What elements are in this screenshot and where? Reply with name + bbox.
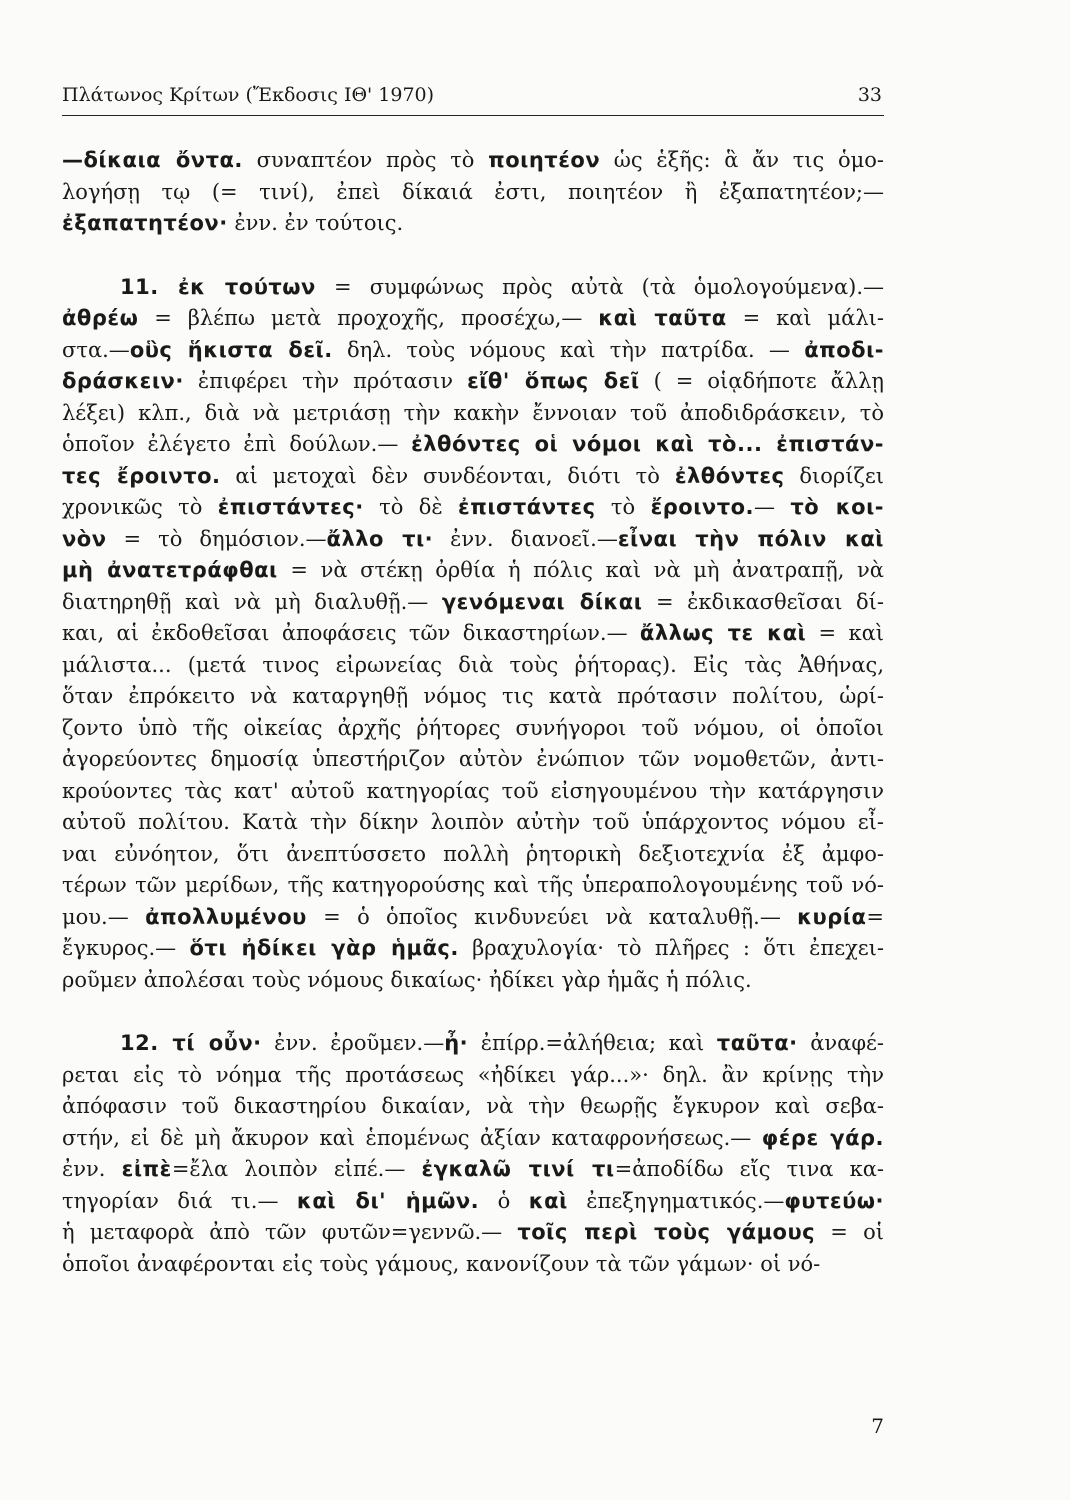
text-run: τέρων τῶν μερίδων, τῆς κατηγορούσης καὶ τῆς ὑπεραπολογουμένης τοῦ νό- bbox=[62, 873, 884, 897]
text-run: ἀναφέ- bbox=[797, 1031, 884, 1055]
text-run: τὸ bbox=[595, 495, 651, 519]
paragraph-gap bbox=[62, 996, 884, 1028]
lemma-bold: ἄλλο τι· bbox=[326, 526, 434, 551]
lemma-bold: ταῦτα· bbox=[716, 1031, 798, 1055]
text-line bbox=[62, 870, 884, 902]
text-line bbox=[62, 1060, 884, 1092]
lemma-bold: ἐπιστάντες bbox=[458, 495, 596, 519]
text-line bbox=[62, 208, 884, 240]
text-run: ἐνν. διανοεῖ.— bbox=[433, 526, 618, 551]
text-line bbox=[62, 1186, 884, 1218]
commentary-text bbox=[62, 145, 884, 1280]
text-line bbox=[62, 933, 884, 965]
lemma-bold: ἐπιστάντες· bbox=[217, 495, 364, 519]
page-number: 33 bbox=[857, 84, 882, 106]
text-run: ὁποῖον ἐλέγετο ἐπὶ δούλων.— bbox=[62, 432, 412, 456]
lemma-bold: τὸ κοι- bbox=[790, 495, 884, 519]
paragraph bbox=[62, 272, 884, 997]
text-run: ἔγκυρος.— bbox=[62, 936, 190, 960]
text-line bbox=[62, 776, 884, 808]
text-line bbox=[62, 272, 884, 304]
running-header bbox=[62, 84, 882, 114]
lemma-bold: ἀποδι- bbox=[804, 337, 884, 362]
text-line bbox=[62, 524, 884, 556]
text-run: συναπτέον πρὸς τὸ bbox=[242, 148, 489, 172]
text-run: ζοντο ὑπὸ τῆς οἰκείας ἀρχῆς ῥήτορες συνήγοροι τοῦ νόμου, οἱ ὁποῖοι bbox=[62, 715, 884, 740]
text-run: =ἀποδίδω εἴς τινα κα- bbox=[614, 1157, 884, 1181]
text-line bbox=[62, 650, 884, 682]
text-line bbox=[62, 965, 884, 997]
text-line bbox=[62, 303, 884, 335]
lemma-bold: καὶ bbox=[528, 1188, 568, 1213]
lemma-bold: καὶ ταῦτα bbox=[598, 306, 727, 330]
header-title: Πλάτωνος Κρίτων (Ἔκδοσις ΙΘ' 1970) bbox=[62, 84, 435, 106]
text-run: στήν, εἰ δὲ μὴ ἄκυρον καὶ ἑπομένως ἀξίαν καταφρονήσεως.— bbox=[62, 1125, 762, 1150]
text-run: ἐπίρρ.=ἀλήθεια; καὶ bbox=[468, 1031, 717, 1055]
text-run: = ὁ ὁποῖος κινδυνεύει νὰ καταλυθῇ.— bbox=[306, 904, 798, 929]
text-run: ροῦμεν ἀπολέσαι τοὺς νόμους δικαίως· ἠδίκει γὰρ ἡμᾶς ἡ πόλις. bbox=[62, 967, 752, 992]
lemma-bold: εἶναι τὴν πόλιν καὶ bbox=[617, 526, 884, 551]
text-line bbox=[62, 1154, 884, 1186]
lemma-bold: νὸν bbox=[62, 526, 107, 551]
text-line bbox=[62, 902, 884, 934]
lemma-bold: ὅτι ἠδίκει γὰρ ἡμᾶς. bbox=[189, 936, 459, 960]
text-run: ἐνν. ἐροῦμεν.— bbox=[261, 1031, 445, 1055]
paragraph-gap bbox=[62, 240, 884, 272]
text-run: ἐνν. bbox=[62, 1157, 122, 1181]
text-run: αὐτοῦ πολίτου. Κατὰ τὴν δίκην λοιπὸν αὐτὴν τοῦ ὑπάρχοντος νόμου εἶ- bbox=[62, 810, 884, 834]
text-run: ἀγορεύοντες δημοσίᾳ ὑπεστήριζον αὐτὸν ἐνώπιον τῶν νομοθετῶν, ἀντι- bbox=[62, 747, 884, 771]
text-line bbox=[62, 839, 884, 871]
text-line bbox=[62, 618, 884, 650]
text-run: τὸ δὲ bbox=[363, 495, 459, 519]
lemma-bold: γενόμεναι δίκαι bbox=[441, 589, 643, 614]
text-run: ὁποῖοι ἀναφέρονται εἰς τοὺς γάμους, κανονίζουν τὰ τῶν γάμων· οἱ νό- bbox=[62, 1251, 821, 1276]
text-run: = καὶ bbox=[806, 621, 884, 645]
text-line bbox=[62, 1028, 884, 1060]
lemma-bold: ἐγκαλῶ τινί τι bbox=[421, 1157, 615, 1181]
lemma-bold: δράσκειν· bbox=[62, 369, 184, 393]
signature-mark: 7 bbox=[871, 1414, 884, 1438]
text-run: ναι εὐνόητον, ὅτι ἀνεπτύσσετο πολλὴ ῥητορικὴ δεξιοτεχνία ἐξ ἀμφο- bbox=[62, 841, 884, 866]
text-line bbox=[62, 807, 884, 839]
text-line bbox=[62, 713, 884, 745]
text-line bbox=[62, 681, 884, 713]
text-run: ἐπεξηγηματικός.— bbox=[567, 1188, 785, 1213]
lemma-bold: —δίκαια ὄντα. bbox=[62, 148, 243, 172]
text-line bbox=[62, 366, 884, 398]
lemma-bold: ἐλθόντες bbox=[674, 463, 785, 488]
text-run: διορίζει bbox=[784, 463, 884, 488]
text-run: ρεται εἰς τὸ νόημα τῆς προτάσεως «ἠδίκει γάρ...»· δηλ. ἂν κρίνῃς τὴν bbox=[62, 1062, 884, 1087]
lemma-bold: εἴθ' ὅπως δεῖ bbox=[467, 369, 640, 393]
lemma-bold: ποιητέον bbox=[488, 148, 601, 172]
lemma-bold: κυρία bbox=[797, 904, 867, 929]
text-run: = καὶ μάλι- bbox=[726, 306, 884, 330]
text-run: ἐνν. ἐν τούτοις. bbox=[227, 211, 404, 235]
text-line bbox=[62, 145, 884, 177]
text-run: ( = οἱᾳδήποτε ἄλλῃ bbox=[639, 369, 884, 393]
text-run: διατηρηθῇ καὶ νὰ μὴ διαλυθῇ.— bbox=[62, 589, 442, 614]
text-run: = ἐκδικασθεῖσαι δί- bbox=[642, 589, 884, 614]
text-line bbox=[62, 177, 884, 209]
text-run: βραχυλογία· τὸ πλῆρες : ὅτι ἐπεχει- bbox=[458, 936, 884, 960]
text-line bbox=[62, 1217, 884, 1249]
lemma-bold: 11. ἐκ τούτων bbox=[120, 274, 316, 299]
text-line bbox=[62, 1091, 884, 1123]
lemma-bold: ἐλθόντες οἱ νόμοι καὶ τὸ... ἐπιστάν- bbox=[411, 432, 884, 456]
text-run: = bbox=[866, 904, 884, 929]
lemma-bold: οὓς ἥκιστα δεῖ. bbox=[129, 337, 333, 362]
lemma-bold: ἀθρέω bbox=[62, 306, 139, 330]
text-run: μάλιστα... (μετά τινος εἰρωνείας διὰ τοὺς ῥήτορας). Εἰς τὰς Ἀθήνας, bbox=[62, 652, 884, 677]
text-line bbox=[62, 587, 884, 619]
lemma-bold: ἦ· bbox=[444, 1031, 469, 1055]
text-line bbox=[62, 555, 884, 587]
text-run: ἀπόφασιν τοῦ δικαστηρίου δικαίαν, νὰ τὴν θεωρῇς ἔγκυρον καὶ σεβα- bbox=[62, 1094, 884, 1118]
text-run: ὅταν ἐπρόκειτο νὰ καταργηθῇ νόμος τις κατὰ πρότασιν πολίτου, ὡρί- bbox=[62, 684, 884, 708]
text-line bbox=[62, 492, 884, 524]
text-run: κρούοντες τὰς κατ' αὐτοῦ κατηγορίας τοῦ εἰσηγουμένου τὴν κατάργησιν bbox=[62, 778, 884, 803]
lemma-bold: ἔροιντο. bbox=[650, 495, 755, 519]
text-line bbox=[62, 744, 884, 776]
text-run: λέξει) κλπ., διὰ νὰ μετριάσῃ τὴν κακὴν ἔννοιαν τοῦ ἀποδιδράσκειν, τὸ bbox=[62, 400, 884, 425]
text-run: — bbox=[754, 495, 791, 519]
lemma-bold: τοῖς περὶ τοὺς γάμους bbox=[517, 1220, 816, 1244]
text-line bbox=[62, 461, 884, 493]
text-run: ὁ bbox=[479, 1188, 529, 1213]
text-run: αἱ μετοχαὶ δὲν συνδέονται, διότι τὸ bbox=[220, 463, 675, 488]
text-run: = νὰ στέκῃ ὀρθία ἡ πόλις καὶ νὰ μὴ ἀνατραπῇ, νὰ bbox=[277, 558, 884, 582]
text-run: λογήσῃ τῳ (= τινί), ἐπεὶ δίκαιά ἐστι, ποιητέον ἢ ἐξαπατητέον;— bbox=[62, 179, 884, 204]
header-rule bbox=[62, 115, 884, 116]
lemma-bold: 12. τί οὖν· bbox=[120, 1031, 262, 1055]
text-run: = συμφώνως πρὸς αὐτὰ (τὰ ὁμολογούμενα).— bbox=[315, 274, 884, 299]
lemma-bold: εἰπὲ bbox=[121, 1157, 172, 1181]
text-run: στα.— bbox=[62, 337, 130, 362]
lemma-bold: μὴ ἀνατετράφθαι bbox=[62, 558, 278, 582]
text-run: ἐπιφέρει τὴν πρότασιν bbox=[183, 369, 468, 393]
text-run: =ἔλα λοιπὸν εἰπέ.— bbox=[171, 1157, 422, 1181]
lemma-bold: φέρε γάρ. bbox=[761, 1125, 884, 1150]
paragraph bbox=[62, 145, 884, 240]
text-run: ἡ μεταφορὰ ἀπὸ τῶν φυτῶν=γεννῶ.— bbox=[62, 1220, 518, 1244]
text-line bbox=[62, 335, 884, 367]
text-run: μου.— bbox=[62, 904, 146, 929]
text-run: ὡς ἑξῆς: ἃ ἄν τις ὁμο- bbox=[600, 148, 884, 172]
lemma-bold: καὶ δι' ἡμῶν. bbox=[296, 1188, 480, 1213]
text-run: και, αἱ ἐκδοθεῖσαι ἀποφάσεις τῶν δικαστηρίων.— bbox=[62, 621, 640, 645]
text-run: = οἱ bbox=[815, 1220, 884, 1244]
lemma-bold: ἐξαπατητέον· bbox=[62, 211, 228, 235]
text-run: = βλέπω μετὰ προχοχῆς, προσέχω,— bbox=[138, 306, 599, 330]
text-run: τηγορίαν διά τι.— bbox=[62, 1188, 297, 1213]
text-line bbox=[62, 398, 884, 430]
text-run: = τὸ δημόσιον.— bbox=[106, 526, 327, 551]
lemma-bold: ἀπολλυμένου bbox=[145, 904, 307, 929]
text-line bbox=[62, 1123, 884, 1155]
paragraph bbox=[62, 1028, 884, 1280]
lemma-bold: ἄλλως τε καὶ bbox=[639, 621, 807, 645]
text-run: δηλ. τοὺς νόμους καὶ τὴν πατρίδα. — bbox=[332, 337, 805, 362]
text-run: χρονικῶς τὸ bbox=[62, 495, 218, 519]
lemma-bold: φυτεύω· bbox=[784, 1188, 884, 1213]
lemma-bold: τες ἔροιντο. bbox=[62, 463, 221, 488]
text-line bbox=[62, 429, 884, 461]
text-line bbox=[62, 1249, 884, 1281]
